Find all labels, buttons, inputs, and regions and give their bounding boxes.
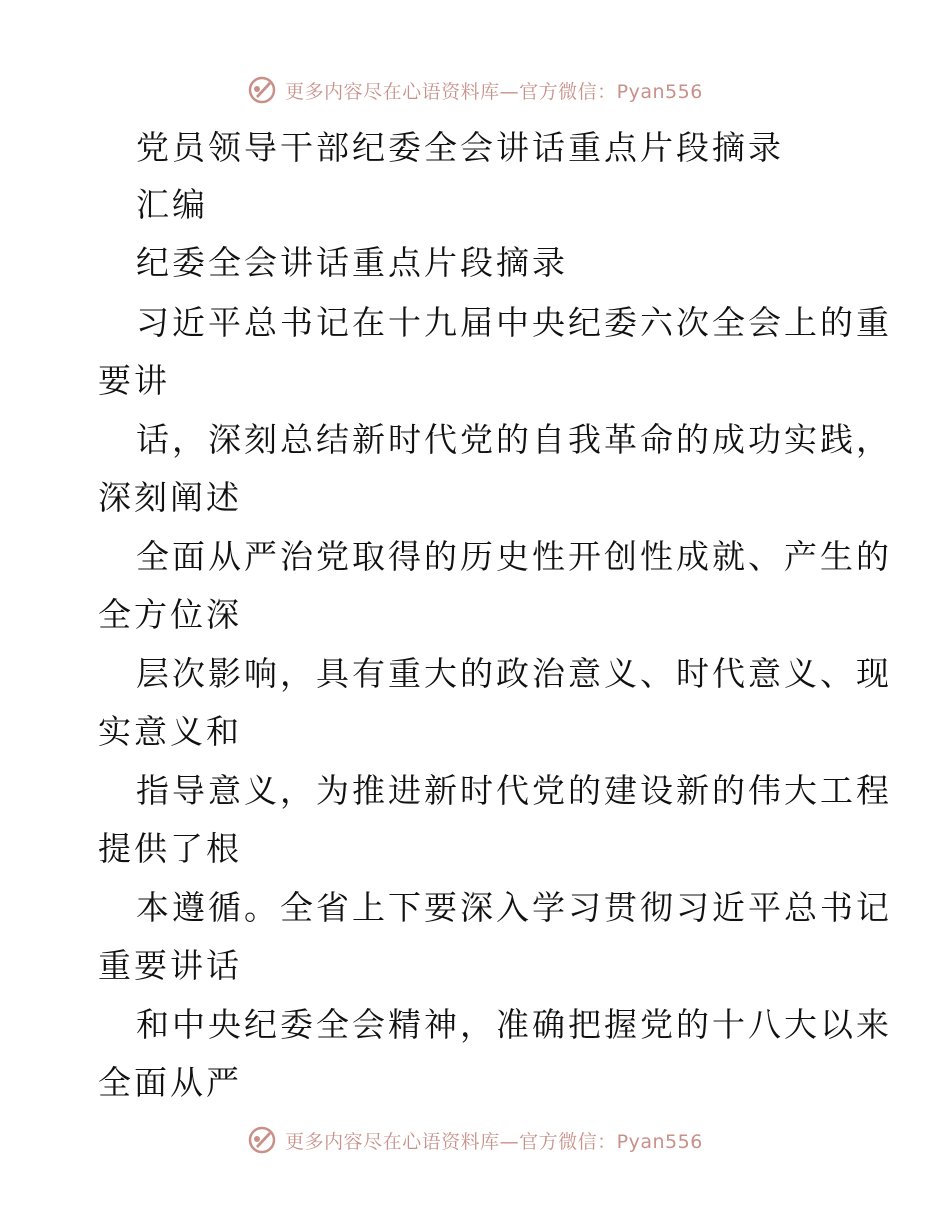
footer-watermark: [0, 1120, 950, 1160]
paragraph-line: 全方位深: [98, 595, 242, 634]
paragraph-line: 全面从严: [98, 1063, 242, 1102]
paragraph-line: 深刻阐述: [98, 478, 242, 517]
quill-logo-icon: [247, 75, 277, 105]
paragraph-line: 和中央纪委全会精神，准确把握党的十八大以来: [136, 1005, 892, 1044]
paragraph-line: 层次影响，具有重大的政治意义、时代意义、现: [136, 654, 892, 693]
paragraph-line: 实意义和: [98, 712, 242, 751]
quill-logo-icon: [247, 1125, 277, 1155]
paragraph-line: 全面从严治党取得的历史性开创性成就、产生的: [136, 537, 892, 576]
document-title-continuation: 汇编: [136, 185, 208, 224]
watermark-text: 更多内容尽在心语资料库—官方微信：Pyan556: [285, 80, 703, 103]
paragraph-line: 提供了根: [98, 829, 242, 868]
paragraph-line: 指导意义，为推进新时代党的建设新的伟大工程: [136, 771, 892, 810]
header-watermark: [0, 70, 950, 110]
paragraph-line: 本遵循。全省上下要深入学习贯彻习近平总书记: [136, 888, 892, 927]
paragraph-line: 重要讲话: [98, 946, 242, 985]
paragraph-line: 习近平总书记在十九届中央纪委六次全会上的重: [136, 303, 892, 342]
paragraph-line: 话，深刻总结新时代党的自我革命的成功实践，: [136, 420, 892, 459]
document-title: 党员领导干部纪委全会讲话重点片段摘录: [136, 128, 784, 167]
paragraph-line: 要讲: [98, 361, 170, 400]
section-heading: 纪委全会讲话重点片段摘录: [136, 243, 568, 282]
watermark-text: 更多内容尽在心语资料库—官方微信：Pyan556: [285, 1130, 703, 1153]
